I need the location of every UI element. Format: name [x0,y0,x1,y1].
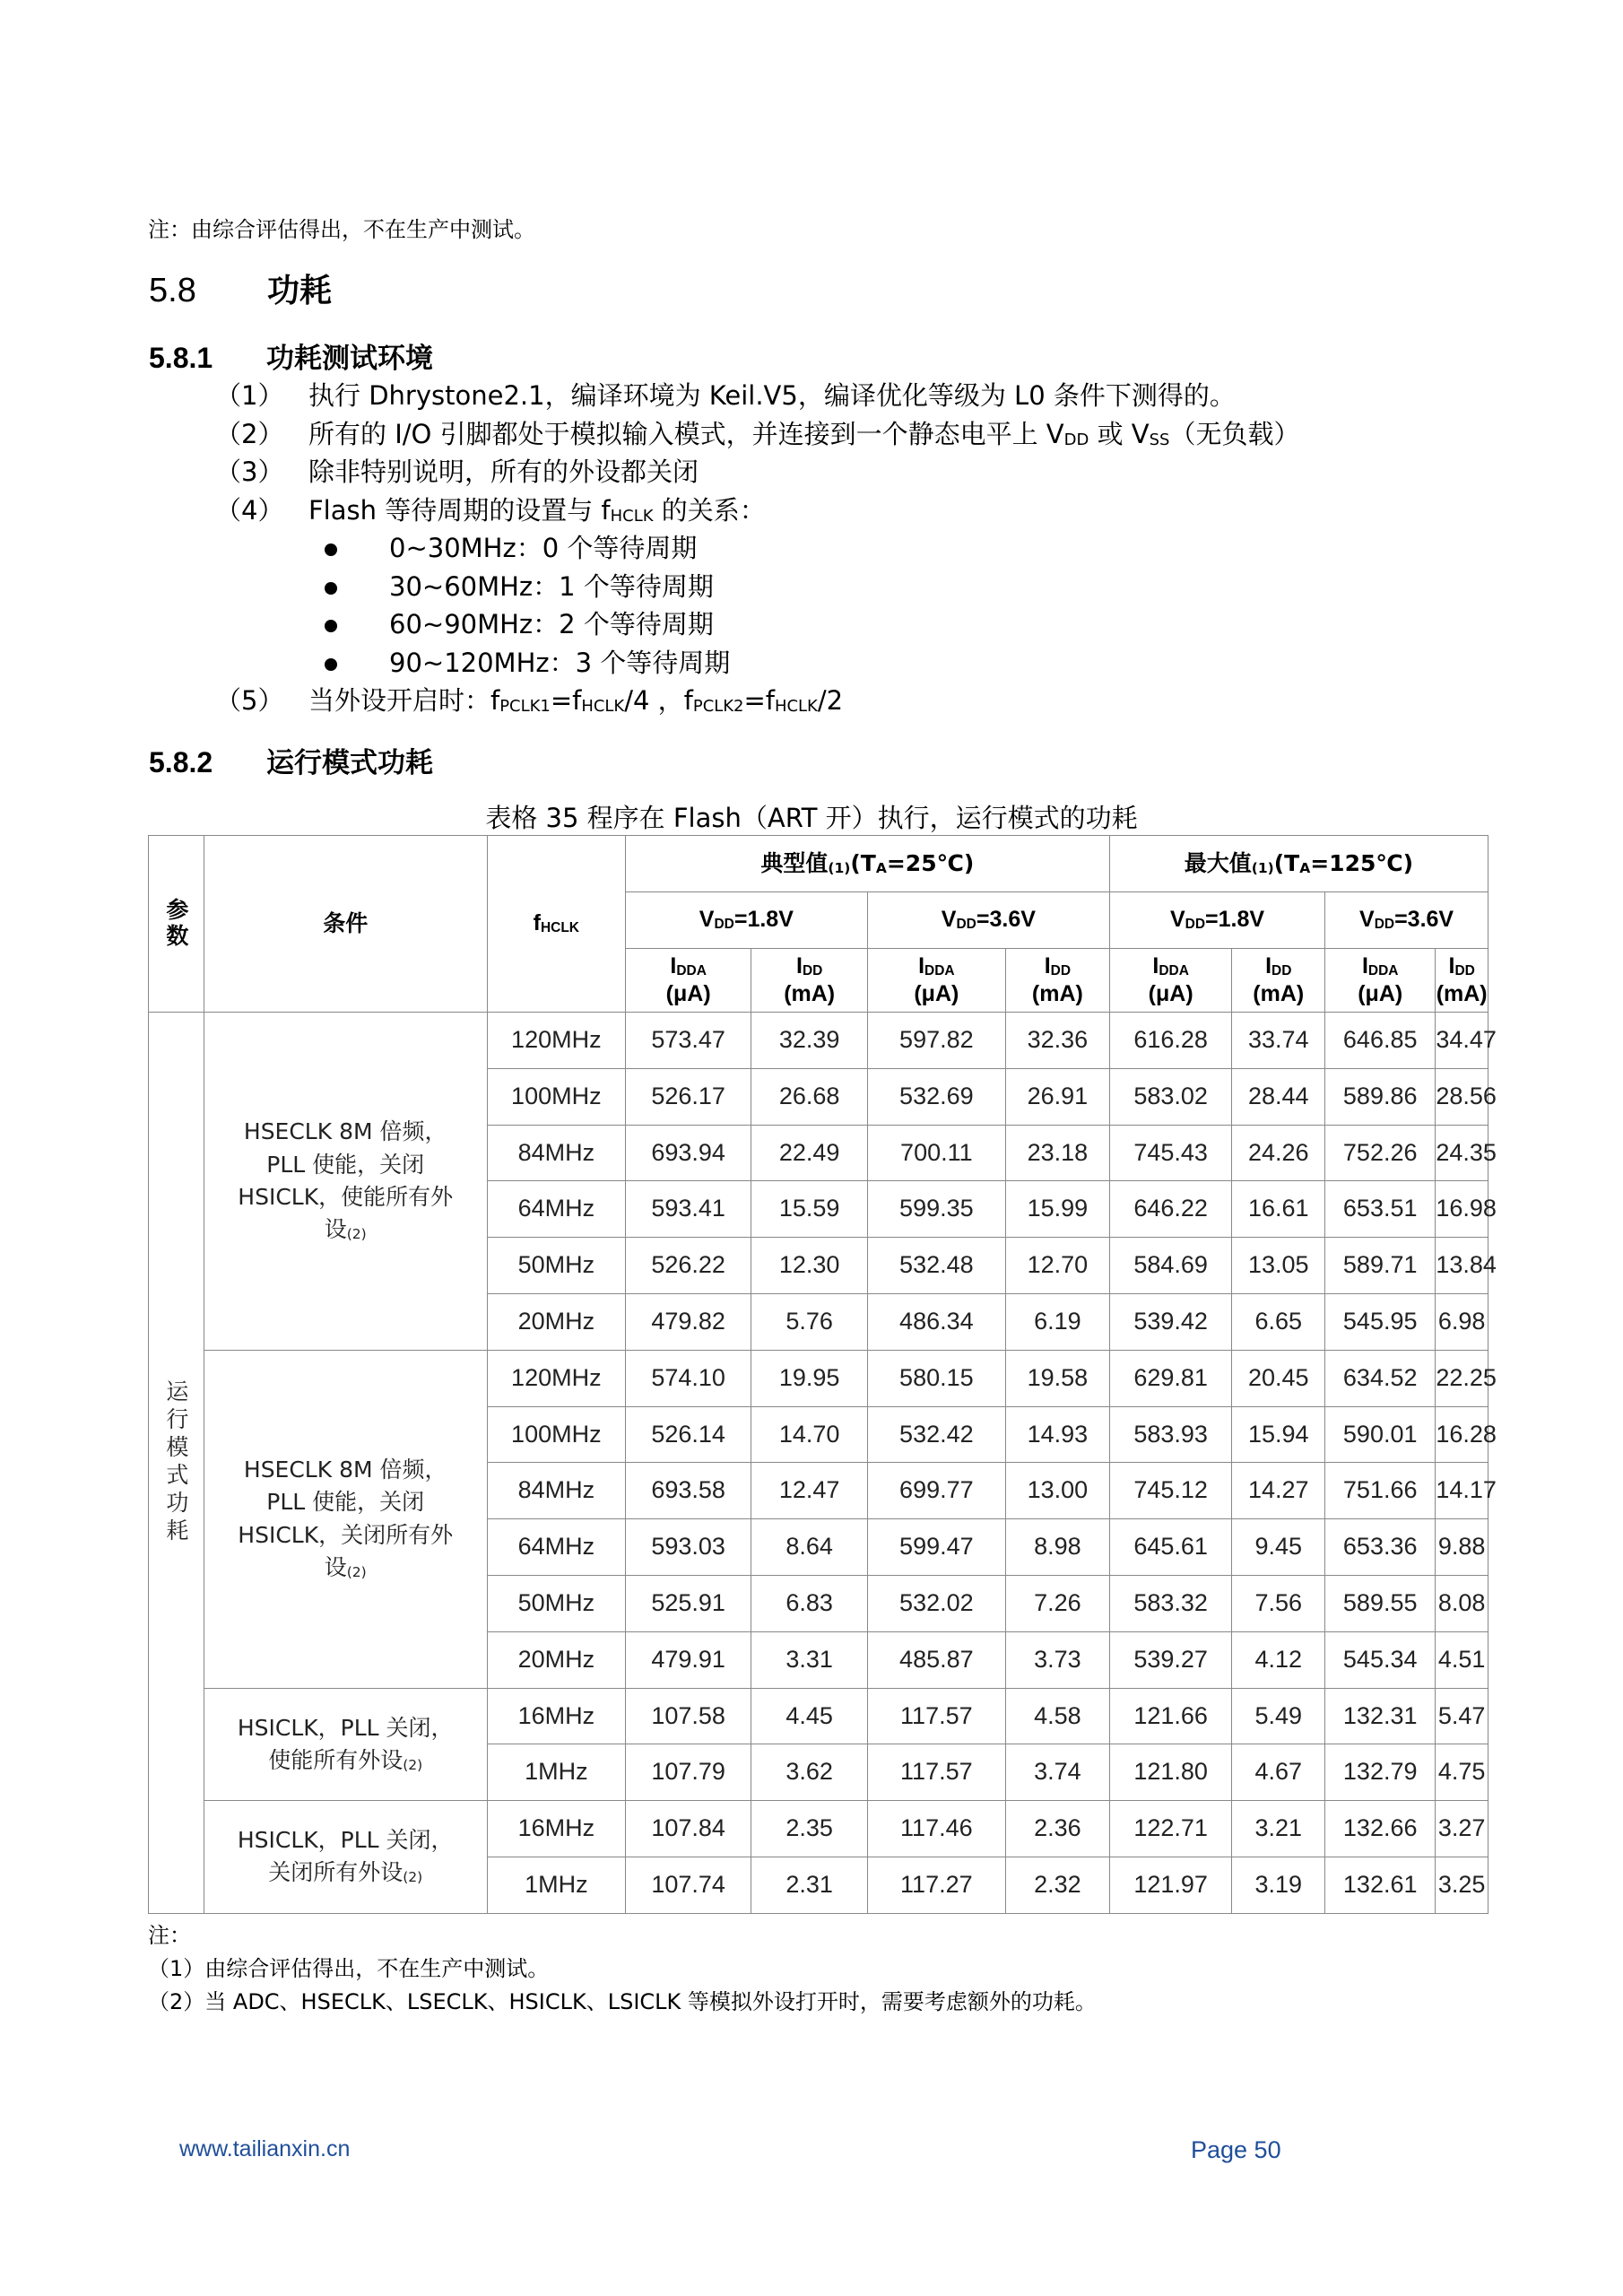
value-cell: 3.31 [751,1631,867,1688]
value-cell: 2.35 [751,1801,867,1857]
value-cell: 751.66 [1325,1463,1436,1519]
value-cell: 539.42 [1109,1293,1232,1350]
value-cell: 629.81 [1109,1350,1232,1406]
value-cell: 752.26 [1325,1125,1436,1181]
bullet-item: 60~90MHz：2 个等待周期 [215,605,1299,644]
value-cell: 599.35 [867,1181,1005,1238]
freq-cell: 20MHz [487,1293,625,1350]
value-cell: 132.61 [1325,1857,1436,1913]
value-cell: 4.12 [1232,1631,1325,1688]
value-cell: 28.44 [1232,1068,1325,1125]
list-item: （4） Flash 等待周期的设置与 $f_{HCLK}$ 的关系： [215,494,766,526]
condition-cell: HSECLK 8M 倍频， PLL 使能，关闭 HSICLK，关闭所有外 设$_{(2)}$ [204,1350,487,1688]
value-cell: 6.98 [1436,1293,1488,1350]
value-cell: 645.61 [1109,1519,1232,1576]
freq-cell: 120MHz [487,1013,625,1069]
footer-url[interactable]: www.tailianxin.cn [179,2136,351,2161]
value-cell: 616.28 [1109,1013,1232,1069]
value-cell: 6.65 [1232,1293,1325,1350]
value-cell: 14.17 [1436,1463,1488,1519]
param-header: 参数 [149,836,204,1013]
test-conditions-list [215,377,1299,720]
value-cell: 4.75 [1436,1744,1488,1801]
value-cell: 22.25 [1436,1350,1488,1406]
idd-header: $I_{DD}$ (mA) [751,949,867,1013]
bullet-icon [215,568,389,606]
value-cell: 13.00 [1005,1463,1109,1519]
value-cell: 526.17 [625,1068,751,1125]
freq-cell: 100MHz [487,1406,625,1463]
freq-cell: 64MHz [487,1519,625,1576]
value-cell: 107.84 [625,1801,751,1857]
value-cell: 525.91 [625,1575,751,1631]
subsection-title: 运行模式功耗 [266,747,433,779]
value-cell: 26.91 [1005,1068,1109,1125]
value-cell: 15.94 [1232,1406,1325,1463]
value-cell: 12.47 [751,1463,867,1519]
table-caption: 表格 35 程序在 Flash（ART 开）执行，运行模式的功耗 [485,803,1138,833]
vdd-1v8-header: $V_{DD}=1.8V$ [1109,892,1324,949]
condition-cell: HSICLK，PLL 关闭， 使能所有外设$_{(2)}$ [204,1688,487,1801]
freq-cell: 84MHz [487,1463,625,1519]
idda-header: $I_{DDA}$ (μA) [1325,949,1436,1013]
value-cell: 107.58 [625,1688,751,1744]
value-cell: 4.51 [1436,1631,1488,1688]
typical-header: 典型值$_{(1)}(T_A=25℃)$ [625,836,1109,892]
freq-cell: 16MHz [487,1801,625,1857]
note-item: （2）当 ADC、HSECLK、LSECLK、HSICLK、LSICLK 等模拟外设打开时，需要考虑额外的功耗。 [148,1989,1097,2014]
value-cell: 16.98 [1436,1181,1488,1238]
value-cell: 14.70 [751,1406,867,1463]
value-cell: 15.99 [1005,1181,1109,1238]
value-cell: 12.30 [751,1238,867,1294]
fhclk-header: $f_{HCLK}$ [487,836,625,1013]
value-cell: 583.32 [1109,1575,1232,1631]
value-cell: 745.12 [1109,1463,1232,1519]
value-cell: 590.01 [1325,1406,1436,1463]
bullet-item: 30~60MHz：1 个等待周期 [215,568,1299,606]
freq-cell: 1MHz [487,1857,625,1913]
value-cell: 14.93 [1005,1406,1109,1463]
value-cell: 32.39 [751,1013,867,1069]
idd-header: $I_{DD}$ (mA) [1436,949,1488,1013]
list-item: （1） 执行 Dhrystone2.1，编译环境为 Keil.V5，编译优化等级为 L0 条件下测得的。 [215,380,1236,411]
value-cell: 589.55 [1325,1575,1436,1631]
value-cell: 7.26 [1005,1575,1109,1631]
freq-cell: 20MHz [487,1631,625,1688]
value-cell: 593.03 [625,1519,751,1576]
value-cell: 9.45 [1232,1519,1325,1576]
bullet-item: 0~30MHz：0 个等待周期 [215,529,1299,568]
value-cell: 24.26 [1232,1125,1325,1181]
value-cell: 589.71 [1325,1238,1436,1294]
value-cell: 6.83 [751,1575,867,1631]
value-cell: 3.27 [1436,1801,1488,1857]
value-cell: 583.02 [1109,1068,1232,1125]
value-cell: 8.08 [1436,1575,1488,1631]
value-cell: 653.51 [1325,1181,1436,1238]
value-cell: 6.19 [1005,1293,1109,1350]
freq-cell: 16MHz [487,1688,625,1744]
value-cell: 545.34 [1325,1631,1436,1688]
value-cell: 16.61 [1232,1181,1325,1238]
value-cell: 117.57 [867,1744,1005,1801]
idda-header: $I_{DDA}$ (μA) [625,949,751,1013]
value-cell: 20.45 [1232,1350,1325,1406]
value-cell: 653.36 [1325,1519,1436,1576]
value-cell: 597.82 [867,1013,1005,1069]
bullet-icon [215,529,389,568]
top-note: 注：由综合评估得出，不在生产中测试。 [148,217,535,242]
value-cell: 532.69 [867,1068,1005,1125]
value-cell: 34.47 [1436,1013,1488,1069]
value-cell: 745.43 [1109,1125,1232,1181]
power-table [148,835,1497,1914]
value-cell: 2.32 [1005,1857,1109,1913]
table-row [149,1013,1488,1069]
condition-cell: HSECLK 8M 倍频， PLL 使能，关闭 HSICLK，使能所有外 设$_{(2)}$ [204,1013,487,1351]
freq-cell: 84MHz [487,1125,625,1181]
freq-cell: 100MHz [487,1068,625,1125]
value-cell: 7.56 [1232,1575,1325,1631]
value-cell: 4.67 [1232,1744,1325,1801]
value-cell: 121.80 [1109,1744,1232,1801]
value-cell: 22.49 [751,1125,867,1181]
value-cell: 526.14 [625,1406,751,1463]
value-cell: 479.91 [625,1631,751,1688]
list-item: （2） 所有的 I/O 引脚都处于模拟输入模式，并连接到一个静态电平上 $V_{DD}$ 或 $V_{SS}$（无负载） [215,418,1300,449]
subsection-heading-env [149,335,433,376]
subsection-heading-run [149,740,433,780]
value-cell: 3.21 [1232,1801,1325,1857]
value-cell: 599.47 [867,1519,1005,1576]
value-cell: 132.79 [1325,1744,1436,1801]
param-cell: 运行模式功耗 [149,1013,204,1914]
condition-cell: HSICLK，PLL 关闭， 关闭所有外设$_{(2)}$ [204,1801,487,1914]
value-cell: 574.10 [625,1350,751,1406]
value-cell: 23.18 [1005,1125,1109,1181]
value-cell: 532.42 [867,1406,1005,1463]
value-cell: 16.28 [1436,1406,1488,1463]
freq-cell: 120MHz [487,1350,625,1406]
table-notes [148,1919,1097,2019]
value-cell: 5.49 [1232,1688,1325,1744]
value-cell: 3.62 [751,1744,867,1801]
value-cell: 485.87 [867,1631,1005,1688]
subsection-number: 5.8.1 [149,342,213,374]
value-cell: 33.74 [1232,1013,1325,1069]
section-heading [149,265,332,311]
bullet-item: 90~120MHz：3 个等待周期 [215,644,1299,683]
value-cell: 3.74 [1005,1744,1109,1801]
value-cell: 19.58 [1005,1350,1109,1406]
value-cell: 532.48 [867,1238,1005,1294]
value-cell: 121.97 [1109,1857,1232,1913]
value-cell: 28.56 [1436,1068,1488,1125]
value-cell: 117.57 [867,1688,1005,1744]
value-cell: 14.27 [1232,1463,1325,1519]
value-cell: 117.46 [867,1801,1005,1857]
value-cell: 545.95 [1325,1293,1436,1350]
value-cell: 107.79 [625,1744,751,1801]
section-number: 5.8 [149,272,196,309]
maximum-header: 最大值$_{(1)}(T_A=125℃)$ [1109,836,1488,892]
value-cell: 19.95 [751,1350,867,1406]
idda-header: $I_{DDA}$ (μA) [867,949,1005,1013]
list-item: （3） 除非特别说明，所有的外设都关闭 [215,457,699,487]
value-cell: 526.22 [625,1238,751,1294]
section-title: 功耗 [267,273,333,309]
condition-header: 条件 [204,836,487,1013]
idd-header: $I_{DD}$ (mA) [1005,949,1109,1013]
value-cell: 532.02 [867,1575,1005,1631]
table-row [149,1350,1488,1406]
page-number: Page 50 [1191,2136,1281,2163]
value-cell: 700.11 [867,1125,1005,1181]
bullet-icon [215,605,389,644]
notes-title: 注： [148,1923,191,1948]
value-cell: 580.15 [867,1350,1005,1406]
value-cell: 593.41 [625,1181,751,1238]
value-cell: 5.47 [1436,1688,1488,1744]
value-cell: 3.25 [1436,1857,1488,1913]
value-cell: 646.22 [1109,1181,1232,1238]
vdd-3v6-header: $V_{DD}=3.6V$ [1325,892,1488,949]
value-cell: 2.31 [751,1857,867,1913]
value-cell: 693.58 [625,1463,751,1519]
value-cell: 107.74 [625,1857,751,1913]
value-cell: 15.59 [751,1181,867,1238]
vdd-1v8-header: $V_{DD}=1.8V$ [625,892,867,949]
value-cell: 646.85 [1325,1013,1436,1069]
note-item: （1）由综合评估得出，不在生产中测试。 [148,1956,550,1981]
value-cell: 699.77 [867,1463,1005,1519]
value-cell: 479.82 [625,1293,751,1350]
bullet-icon [215,644,389,683]
value-cell: 4.45 [751,1688,867,1744]
idda-header: $I_{DDA}$ (μA) [1109,949,1232,1013]
subsection-title: 功耗测试环境 [266,343,433,375]
freq-cell: 1MHz [487,1744,625,1801]
table-row [149,1801,1488,1857]
value-cell: 573.47 [625,1013,751,1069]
list-item: （5） 当外设开启时：$f_{PCLK1}=f_{HCLK}/4$ ，$f_{PCLK2}=f_{HCLK}/2$ [215,685,844,717]
value-cell: 132.31 [1325,1688,1436,1744]
value-cell: 584.69 [1109,1238,1232,1294]
value-cell: 583.93 [1109,1406,1232,1463]
value-cell: 24.35 [1436,1125,1488,1181]
value-cell: 8.64 [751,1519,867,1576]
value-cell: 5.76 [751,1293,867,1350]
value-cell: 121.66 [1109,1688,1232,1744]
value-cell: 122.71 [1109,1801,1232,1857]
vdd-3v6-header: $V_{DD}=3.6V$ [867,892,1109,949]
value-cell: 32.36 [1005,1013,1109,1069]
value-cell: 9.88 [1436,1519,1488,1576]
value-cell: 486.34 [867,1293,1005,1350]
value-cell: 3.19 [1232,1857,1325,1913]
freq-cell: 50MHz [487,1575,625,1631]
value-cell: 693.94 [625,1125,751,1181]
value-cell: 132.66 [1325,1801,1436,1857]
freq-cell: 64MHz [487,1181,625,1238]
value-cell: 2.36 [1005,1801,1109,1857]
value-cell: 589.86 [1325,1068,1436,1125]
value-cell: 8.98 [1005,1519,1109,1576]
value-cell: 4.58 [1005,1688,1109,1744]
value-cell: 26.68 [751,1068,867,1125]
freq-cell: 50MHz [487,1238,625,1294]
value-cell: 634.52 [1325,1350,1436,1406]
subsection-number: 5.8.2 [149,746,213,778]
table-row [149,1688,1488,1744]
value-cell: 117.27 [867,1857,1005,1913]
value-cell: 12.70 [1005,1238,1109,1294]
value-cell: 3.73 [1005,1631,1109,1688]
value-cell: 539.27 [1109,1631,1232,1688]
value-cell: 13.05 [1232,1238,1325,1294]
idd-header: $I_{DD}$ (mA) [1232,949,1325,1013]
value-cell: 13.84 [1436,1238,1488,1294]
